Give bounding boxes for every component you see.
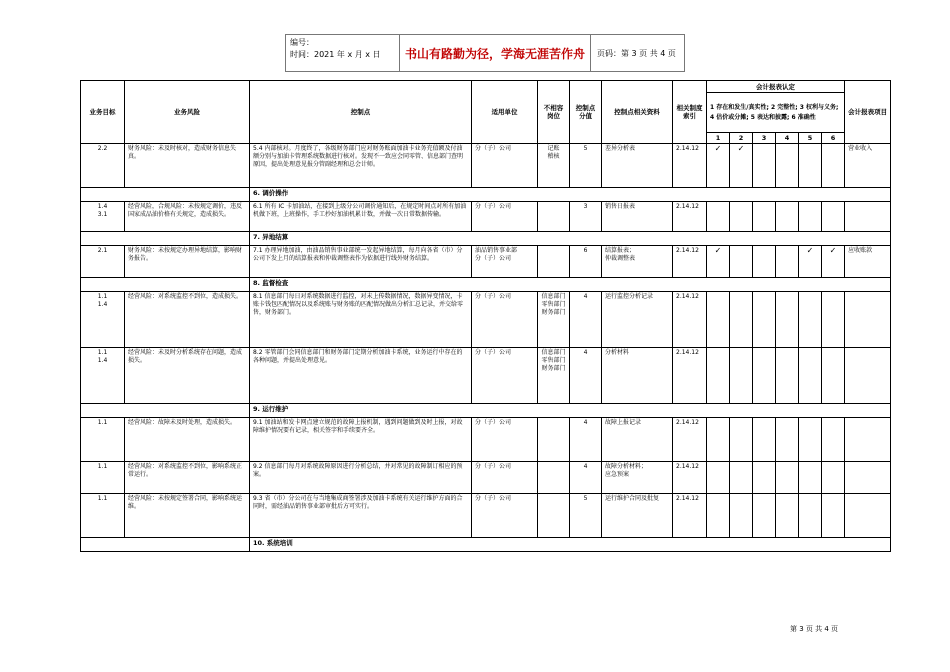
index-cell: 2.14.12	[673, 462, 707, 494]
check-mark-icon	[776, 462, 799, 494]
item-cell	[845, 292, 891, 348]
index-cell: 2.14.12	[673, 418, 707, 462]
item-cell	[845, 418, 891, 462]
check-mark-icon	[707, 418, 730, 462]
item-cell: 应收账款	[845, 246, 891, 278]
risk-cell: 财务风险：未按规定办理异地结算，影响财务报告。	[125, 246, 250, 278]
section-title: 10. 系统培训	[250, 538, 891, 552]
check-mark-icon	[822, 494, 845, 538]
section-row	[81, 188, 891, 202]
docs-cell: 运行维护合同及批复	[602, 494, 673, 538]
check-mark-icon	[776, 418, 799, 462]
risk-cell: 经营风险：未及时分析系统存在问题，造成损失。	[125, 348, 250, 404]
check-mark-icon: ✓	[707, 246, 730, 278]
check-mark-icon	[753, 462, 776, 494]
check-mark-icon	[822, 202, 845, 232]
docs-cell: 结算报表； 仲裁调整表	[602, 246, 673, 278]
assertion-num: 2	[730, 133, 753, 144]
table-row	[81, 246, 891, 278]
incompatible-cell: 记账 稽核	[538, 144, 570, 188]
check-mark-icon	[776, 144, 799, 188]
control-table	[80, 80, 891, 552]
check-mark-icon	[730, 202, 753, 232]
incompatible-cell: 信息部门 零售部门 财务部门	[538, 292, 570, 348]
check-mark-icon	[753, 348, 776, 404]
table-row	[81, 494, 891, 538]
risk-cell: 经营风险，合规风险：未按规定调价，违反国家成品油价格有关规定，造成损失。	[125, 202, 250, 232]
item-cell	[845, 462, 891, 494]
check-mark-icon: ✓	[822, 246, 845, 278]
check-mark-icon	[707, 494, 730, 538]
goal-cell: 1.1	[81, 494, 125, 538]
check-mark-icon	[707, 202, 730, 232]
number-label: 编号：	[290, 38, 314, 47]
control-cell: 9.3 省（市）分公司在与当地集成商签署涉及加油卡系统有关运行维护方面的合同时，需经油品销售事业部审批后方可实行。	[250, 494, 472, 538]
check-mark-icon	[730, 292, 753, 348]
check-mark-icon	[730, 462, 753, 494]
unit-cell: 分（子）公司	[472, 462, 538, 494]
table-row	[81, 144, 891, 188]
col-unit: 适用单位	[472, 81, 538, 144]
score-cell: 4	[570, 292, 602, 348]
assertion-num: 3	[753, 133, 776, 144]
goal-cell: 1.1 1.4	[81, 292, 125, 348]
check-mark-icon	[799, 202, 822, 232]
check-mark-icon	[730, 246, 753, 278]
control-cell: 8.1 信息部门每日对系统数据进行监控，对未上传数据情况，数据异变情况，卡账卡钱包匹配情况以及系统账与财务账的匹配情况做出分析汇总记录，并交给零售，财务部门。	[250, 292, 472, 348]
risk-cell: 财务风险：未及时核对，造成财务信息失真。	[125, 144, 250, 188]
item-cell	[845, 348, 891, 404]
empty-cell	[81, 538, 250, 552]
incompatible-cell	[538, 462, 570, 494]
check-mark-icon	[707, 462, 730, 494]
docs-cell: 运行监控分析记录	[602, 292, 673, 348]
unit-cell: 分（子）公司	[472, 348, 538, 404]
index-cell: 2.14.12	[673, 202, 707, 232]
check-mark-icon	[799, 144, 822, 188]
time-label: 时间：2021 年 x 月 x 日	[290, 50, 381, 59]
check-mark-icon	[822, 144, 845, 188]
check-mark-icon	[730, 494, 753, 538]
score-cell: 6	[570, 246, 602, 278]
check-mark-icon	[822, 292, 845, 348]
check-mark-icon	[799, 418, 822, 462]
goal-cell: 1.1	[81, 418, 125, 462]
docs-cell: 故障上报记录	[602, 418, 673, 462]
item-cell	[845, 202, 891, 232]
section-title: 7. 异地结算	[250, 232, 891, 246]
col-control: 控制点	[250, 81, 472, 144]
page-footer: 第 3 页 共 4 页	[790, 625, 839, 633]
goal-cell: 1.4 3.1	[81, 202, 125, 232]
unit-cell: 分（子）公司	[472, 494, 538, 538]
check-mark-icon: ✓	[730, 144, 753, 188]
section-row	[81, 538, 891, 552]
control-cell: 7.1 办理异地加油，由油品销售事业部统一发起异地结算，每月向各省（市）分公司下发上月的结算报表和仲裁调整表作为依据进行线外财务结算。	[250, 246, 472, 278]
table-row	[81, 292, 891, 348]
control-cell: 6.1 所有 IC 卡加油站，在接到上级分公司调价通知后，在规定时间点对所有加油机做下班，上班操作，手工抄好加油机累计数，并做一次日常数据传输。	[250, 202, 472, 232]
check-mark-icon	[753, 202, 776, 232]
assertion-num: 4	[776, 133, 799, 144]
risk-cell: 经营风险：对系统监控不到位，影响系统正常运行。	[125, 462, 250, 494]
check-mark-icon	[776, 348, 799, 404]
section-row	[81, 232, 891, 246]
slogan: 书山有路勤为径，学海无涯苦作舟	[400, 35, 591, 71]
empty-cell	[81, 404, 250, 418]
table-row	[81, 348, 891, 404]
empty-cell	[81, 232, 250, 246]
goal-cell: 2.1	[81, 246, 125, 278]
unit-cell: 分（子）公司	[472, 418, 538, 462]
col-goal: 业务目标	[81, 81, 125, 144]
docs-cell: 故障分析材料； 应急预案	[602, 462, 673, 494]
col-assertion-desc: 1 存在和发生/真实性; 2 完整性; 3 权利与义务; 4 估价或分摊; 5 表达和披露; 6 准确性	[707, 93, 845, 133]
check-mark-icon: ✓	[799, 246, 822, 278]
check-mark-icon	[753, 418, 776, 462]
risk-cell: 经营风险：故障未及时处理，造成损失。	[125, 418, 250, 462]
index-cell: 2.14.12	[673, 292, 707, 348]
risk-cell: 经营风险：对系统监控不到位，造成损失。	[125, 292, 250, 348]
check-mark-icon	[707, 292, 730, 348]
check-mark-icon	[822, 418, 845, 462]
incompatible-cell	[538, 494, 570, 538]
col-assertion-title: 会计报表认定	[707, 81, 845, 93]
table-row	[81, 462, 891, 494]
index-cell: 2.14.12	[673, 348, 707, 404]
assertion-num: 6	[822, 133, 845, 144]
check-mark-icon	[776, 494, 799, 538]
goal-cell: 1.1	[81, 462, 125, 494]
score-cell: 5	[570, 144, 602, 188]
score-cell: 4	[570, 418, 602, 462]
goal-cell: 1.1 1.4	[81, 348, 125, 404]
header-left	[286, 35, 400, 71]
page-header	[285, 34, 685, 72]
empty-cell	[81, 278, 250, 292]
check-mark-icon	[799, 462, 822, 494]
goal-cell: 2.2	[81, 144, 125, 188]
incompatible-cell: 信息部门 零售部门 财务部门	[538, 348, 570, 404]
col-item: 会计报表项目	[845, 81, 891, 144]
col-index: 相关制度索引	[673, 81, 707, 144]
check-mark-icon	[753, 494, 776, 538]
unit-cell: 分（子）公司	[472, 202, 538, 232]
control-cell: 5.4 内部核对。月度终了，各级财务部门应对财务账面加油卡业务充值额及付油额分别与加油卡管理系统数据进行核对。发现不一致应会同零管、信息部门查明原因，提出处理意见报分管副经理和总会计师。	[250, 144, 472, 188]
table-row	[81, 418, 891, 462]
check-mark-icon: ✓	[707, 144, 730, 188]
col-score: 控制点分值	[570, 81, 602, 144]
score-cell: 4	[570, 462, 602, 494]
check-mark-icon	[753, 144, 776, 188]
check-mark-icon	[822, 348, 845, 404]
index-cell: 2.14.12	[673, 144, 707, 188]
check-mark-icon	[753, 292, 776, 348]
unit-cell: 分（子）公司	[472, 144, 538, 188]
check-mark-icon	[799, 494, 822, 538]
section-title: 9. 运行维护	[250, 404, 891, 418]
unit-cell: 油品销售事业部 分（子）公司	[472, 246, 538, 278]
section-title: 6. 调价操作	[250, 188, 891, 202]
check-mark-icon	[822, 462, 845, 494]
check-mark-icon	[776, 292, 799, 348]
control-cell: 9.2 信息部门每月对系统故障原因进行分析总结，并对常见的故障制订相应的预案。	[250, 462, 472, 494]
table-row	[81, 202, 891, 232]
incompatible-cell	[538, 202, 570, 232]
control-cell: 9.1 加油站和发卡网点建立规范的故障上报机制，遇到问题做到及时上报，对故障维护情况要有记录，相关签字和手续要齐全。	[250, 418, 472, 462]
empty-cell	[81, 188, 250, 202]
incompatible-cell	[538, 246, 570, 278]
score-cell: 4	[570, 348, 602, 404]
assertion-num: 5	[799, 133, 822, 144]
check-mark-icon	[799, 348, 822, 404]
page-label: 页码：第 3 页 共 4 页	[597, 48, 676, 58]
col-risk: 业务风险	[125, 81, 250, 144]
control-cell: 8.2 零管部门会同信息部门和财务部门定期分析加油卡系统，业务运行中存在的各种问题，并提出处理意见。	[250, 348, 472, 404]
index-cell: 2.14.12	[673, 246, 707, 278]
section-title: 8. 监督检查	[250, 278, 891, 292]
item-cell: 营业收入	[845, 144, 891, 188]
docs-cell: 差异分析表	[602, 144, 673, 188]
risk-cell: 经营风险：未按规定签署合同，影响系统运维。	[125, 494, 250, 538]
unit-cell: 分（子）公司	[472, 292, 538, 348]
assertion-num: 1	[707, 133, 730, 144]
docs-cell: 分析材料	[602, 348, 673, 404]
check-mark-icon	[776, 202, 799, 232]
col-docs: 控制点相关资料	[602, 81, 673, 144]
check-mark-icon	[730, 348, 753, 404]
score-cell: 3	[570, 202, 602, 232]
check-mark-icon	[707, 348, 730, 404]
check-mark-icon	[730, 418, 753, 462]
index-cell: 2.14.12	[673, 494, 707, 538]
item-cell	[845, 494, 891, 538]
check-mark-icon	[776, 246, 799, 278]
check-mark-icon	[799, 292, 822, 348]
section-row	[81, 404, 891, 418]
check-mark-icon	[753, 246, 776, 278]
docs-cell: 销售日报表	[602, 202, 673, 232]
incompatible-cell	[538, 418, 570, 462]
score-cell: 5	[570, 494, 602, 538]
col-incompatible: 不相容岗位	[538, 81, 570, 144]
section-row	[81, 278, 891, 292]
